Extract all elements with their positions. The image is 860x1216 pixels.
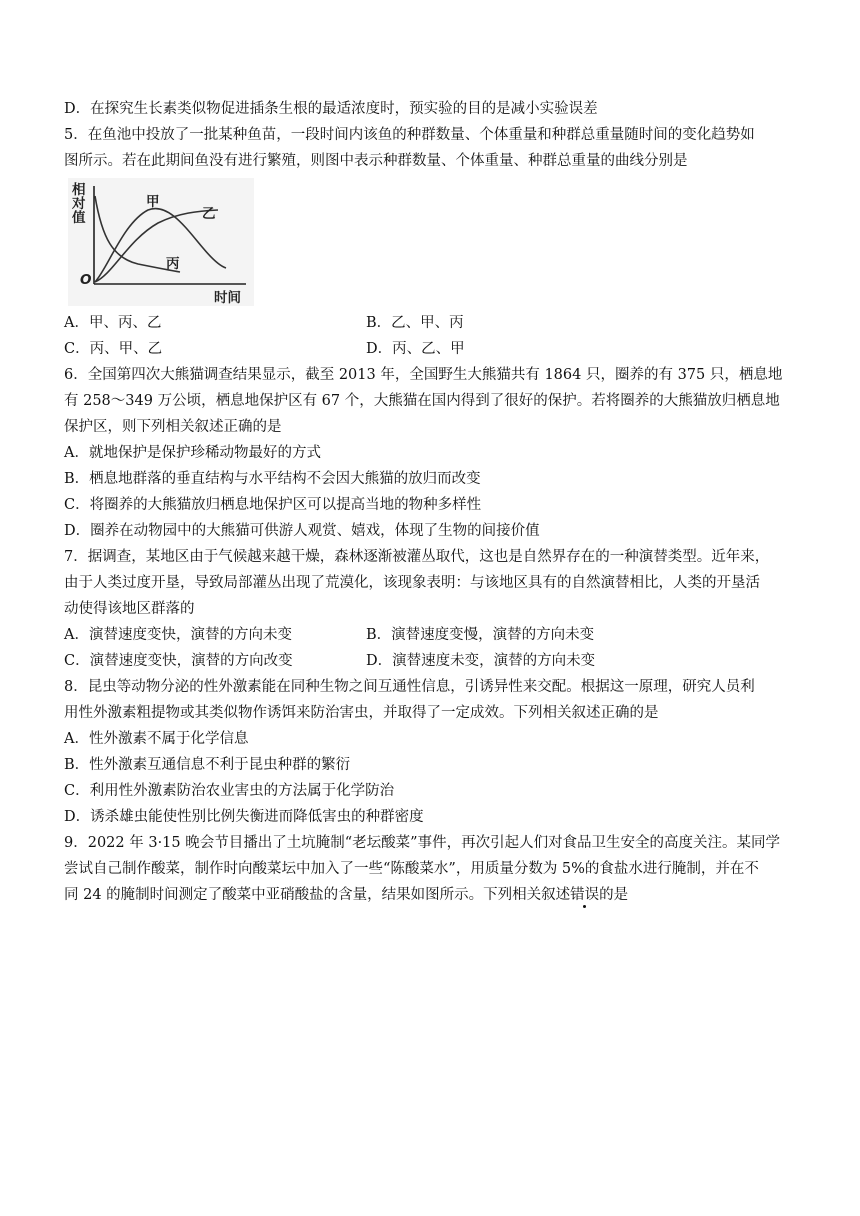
q5-stem-line-1: 5．在鱼池中投放了一批某种鱼苗，一段时间内该鱼的种群数量、个体重量和种群总重量随时间的变化趋势如 [64,127,755,143]
q7-options-row-1 [64,622,796,648]
figure-ylabel-3: 值 [72,210,86,226]
q7-stem-line-2: 由于人类过度开垦，导致局部灌丛出现了荒漠化，该现象表明：与该地区具有的自然演替相比，人类的开垦活 [64,575,760,591]
q8-stem-line-1: 8．昆虫等动物分泌的性外激素能在同种生物之间互通性信息，引诱异性来交配。根据这一原理，研究人员利 [64,679,755,695]
q6-option-b: B．栖息地群落的垂直结构与水平结构不会因大熊猫的放归而改变 [64,471,481,487]
q7-stem-line-3: 动使得该地区群落的 [64,601,195,617]
q5-option-c: C．丙、甲、乙 [64,341,163,357]
figure-ylabel-2: 对 [72,196,86,212]
q7-option-b: B．演替速度变慢，演替的方向未变 [366,627,595,643]
q5-options-row-2 [64,336,796,362]
q8-option-d: D．诱杀雄虫能使性别比例失衡进而降低害虫的种群密度 [64,809,424,825]
q7-option-d: D．演替速度未变，演替的方向未变 [366,653,596,669]
q6-stem-line-1: 6．全国第四次大熊猫调查结果显示，截至 2013 年，全国野生大熊猫共有 1864 只，圈养的有 375 只，栖息地 [64,367,783,383]
q6-option-d: D．圈养在动物园中的大熊猫可供游人观赏、嬉戏，体现了生物的间接价值 [64,523,540,539]
exam-page [64,96,796,908]
q5-option-a: A．甲、丙、乙 [64,315,162,331]
q5-figure [68,178,254,306]
curve-label-jia: 甲 [146,194,160,210]
q9-stem-line-2: 尝试自己制作酸菜，制作时向酸菜坛中加入了一些“陈酸菜水”，用质量分数为 5%的食盐水进行腌制，并在不 [64,861,759,877]
q9-stem-3c: 的是 [599,887,629,903]
q5-option-b: B．乙、甲、丙 [366,315,464,331]
q5-option-d: D．丙、乙、甲 [366,341,465,357]
curve-label-bing: 丙 [166,256,180,272]
q4-option-d: D．在探究生长素类似物促进插条生根的最适浓度时，预实验的目的是减小实验误差 [64,101,598,117]
curve-label-yi: 乙 [202,206,216,222]
q9-stem-3a: 同 24 的腌制时间测定了酸菜中亚硝酸盐的含量，结果如图所示。下列相关叙述 [64,887,571,903]
q7-stem-line-1: 7．据调查，某地区由于气候越来越干燥，森林逐渐被灌丛取代，这也是自然界存在的一种演替类型。近年来， [64,549,770,565]
q9-stem-line-3 [64,882,796,908]
q7-option-a: A．演替速度变快，演替的方向未变 [64,627,292,643]
q6-option-c: C．将圈养的大熊猫放归栖息地保护区可以提高当地的物种多样性 [64,497,482,513]
q5-options-row-1 [64,310,796,336]
q8-option-b: B．性外激素互通信息不利于昆虫种群的繁衍 [64,757,351,773]
figure-ylabel-1: 相 [72,182,86,198]
q8-option-c: C．利用性外激素防治农业害虫的方法属于化学防治 [64,783,395,799]
q9-emphasis-wrong: 错误 [570,887,600,903]
q7-option-c: C．演替速度变快，演替的方向改变 [64,653,293,669]
figure-xlabel: 时间 [214,290,241,306]
q5-stem-line-2: 图所示。若在此期间鱼没有进行繁殖，则图中表示种群数量、个体重量、种群总重量的曲线分别是 [64,153,688,169]
q6-stem-line-3: 保护区，则下列相关叙述正确的是 [64,419,282,435]
q9-stem-line-1: 9．2022 年 3·15 晚会节目播出了土坑腌制“老坛酸菜”事件，再次引起人们对食品卫生安全的高度关注。某同学 [64,835,781,851]
q8-stem-line-2: 用性外激素粗提物或其类似物作诱饵来防治害虫，并取得了一定成效。下列相关叙述正确的是 [64,705,659,721]
q7-options-row-2 [64,648,796,674]
figure-origin: O [80,272,92,288]
q6-option-a: A．就地保护是保护珍稀动物最好的方式 [64,445,321,461]
q8-option-a: A．性外激素不属于化学信息 [64,731,249,747]
q6-stem-line-2: 有 258～349 万公顷，栖息地保护区有 67 个，大熊猫在国内得到了很好的保护。若将圈养的大熊猫放归栖息地 [64,393,780,409]
